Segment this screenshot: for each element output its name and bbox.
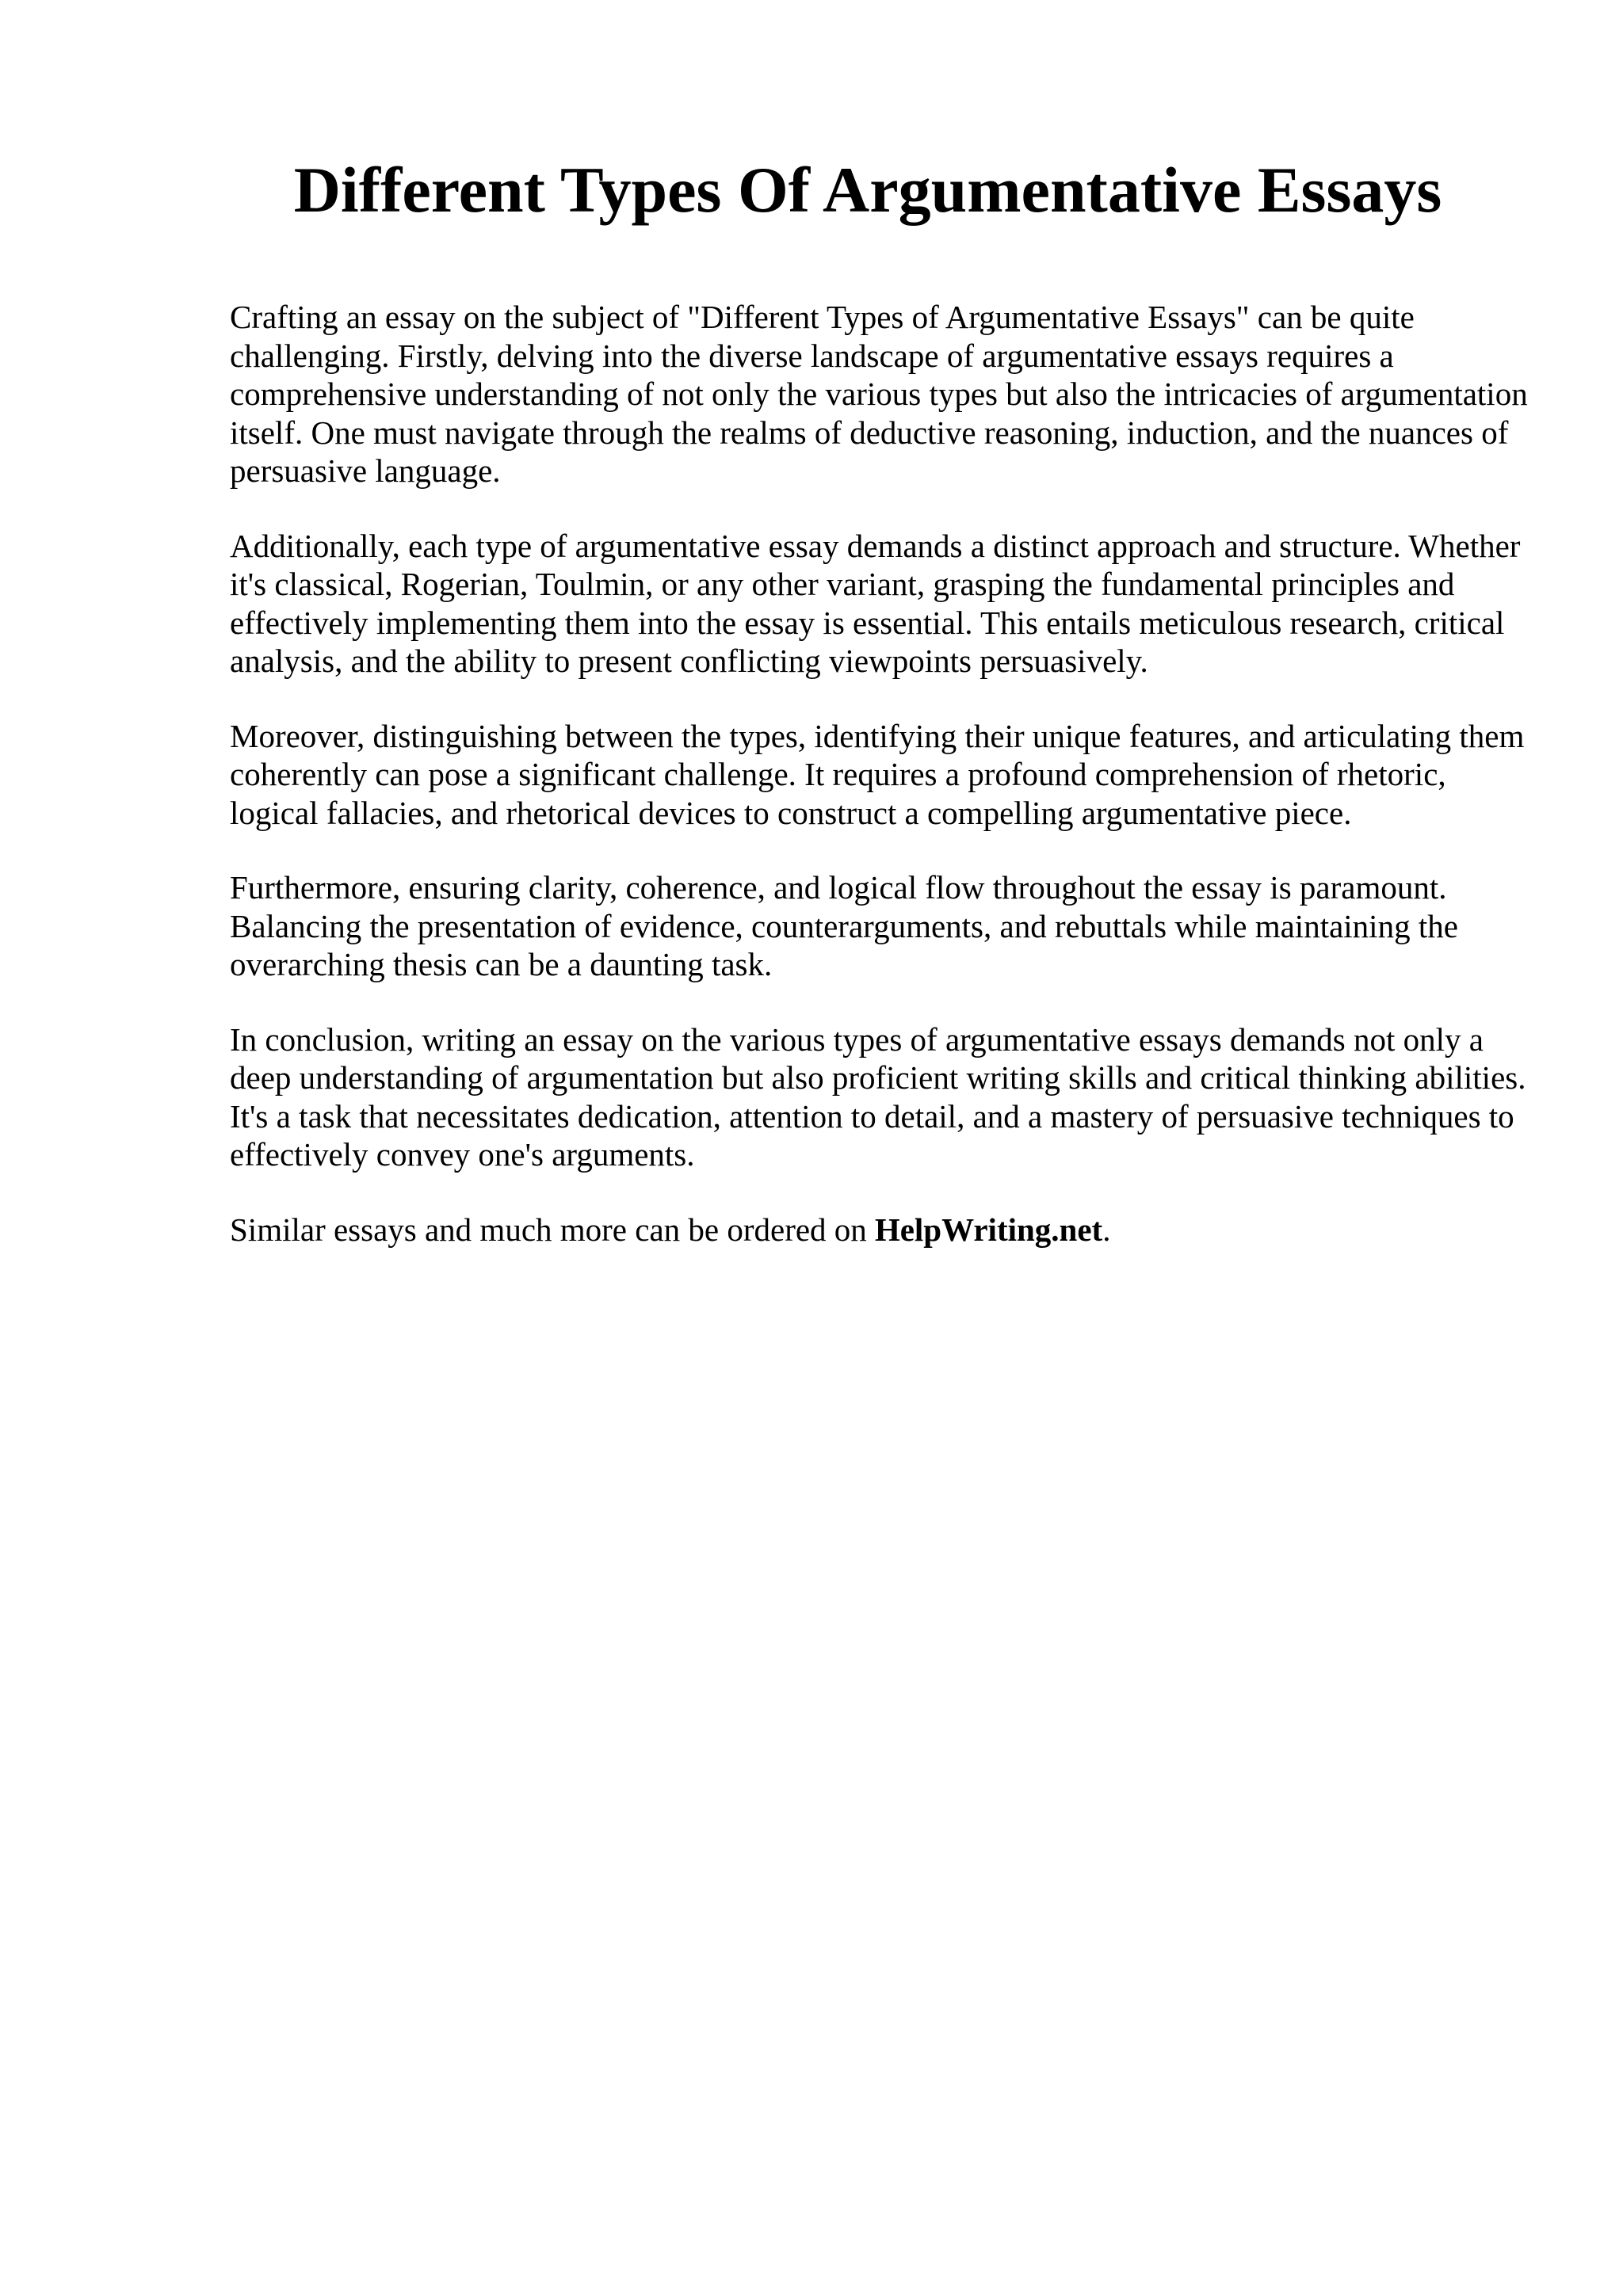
paragraph-approach: Additionally, each type of argumentative essay demands a distinct approach and structure. Whether it's classical, Rogerian, Toulmin, or any other variant, grasping the fundamental principles and effectively implementing them into the essay is essential. This entails meticulous research, critical analysis, and the ability to present conflicting viewpoints persuasively. [230,527,1521,679]
document-title: Different Types Of Argumentative Essays [293,154,1442,226]
document-body [230,298,1529,1285]
closing-suffix: . [1102,1211,1111,1248]
paragraph-distinguishing: Moreover, distinguishing between the types, identifying their unique features, and articulating them coherently can pose a significant challenge. It requires a profound comprehension of rhetoric, logical fallacies, and rhetorical devices to construct a compelling argumentative piece. [230,717,1525,831]
closing-text: Similar essays and much more can be ordered on [230,1211,867,1248]
closing-line [230,1211,1529,1249]
paragraph-intro: Crafting an essay on the subject of "Different Types of Argumentative Essays" can be quite challenging. Firstly, delving into the diverse landscape of argumentative essays requires a comprehensive understanding of not only the various types but also the intricacies of argumentation itself. One must navigate through the realms of deductive reasoning, induction, and the nuances of persuasive language. [230,299,1528,489]
helpwriting-link[interactable]: HelpWriting.net [874,1211,1103,1248]
paragraph-clarity: Furthermore, ensuring clarity, coherence, and logical flow throughout the essay is paramount. Balancing the presentation of evidence, counterarguments, and rebuttals while maintaining the overarching thesis can be a daunting task. [230,869,1458,982]
paragraph-conclusion: In conclusion, writing an essay on the various types of argumentative essays demands not only a deep understanding of argumentation but also proficient writing skills and critical thinking abilities. It's a task that necessitates dedication, attention to detail, and a mastery of persuasive techniques to effectively convey one's arguments. [230,1020,1526,1173]
